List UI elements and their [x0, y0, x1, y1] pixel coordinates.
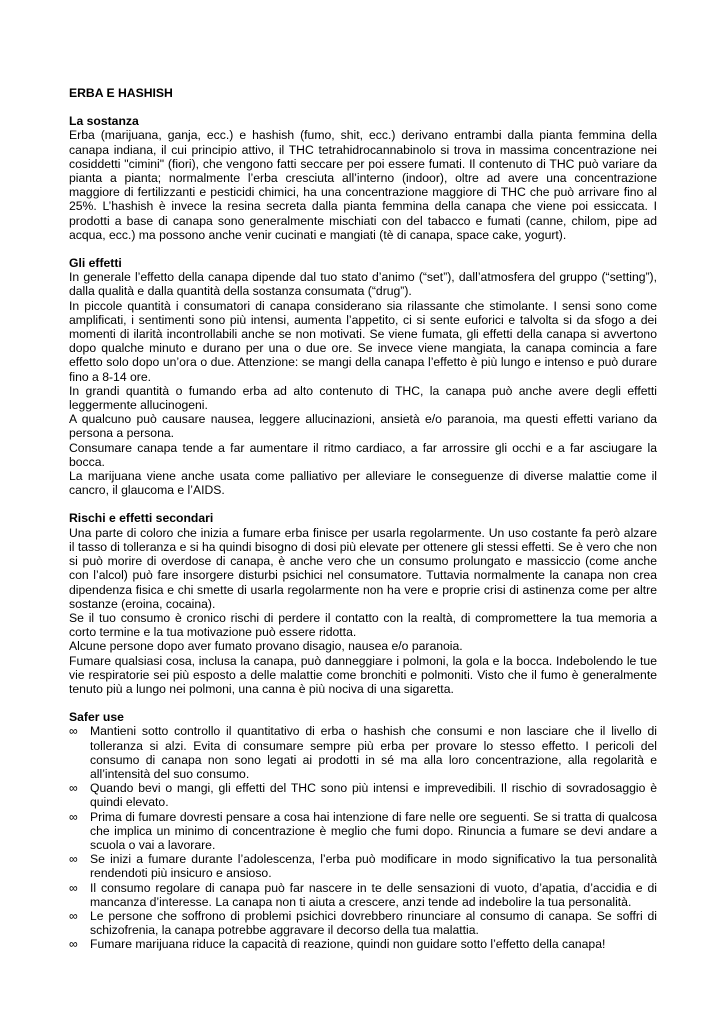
list-item [69, 909, 657, 937]
paragraph: Alcune persone dopo aver fumato provano disagio, nausea e/o paranoia. [69, 639, 463, 654]
list-item [69, 724, 657, 781]
list-item-text: Il consumo regolare di canapa può far nascere in te delle sensazioni di vuoto, d’apatia, d’accidia e di mancanza d’interesse. La canapa non ti aiuta a crescere, anzi tende ad indebolire la tua personalità. [90, 880, 657, 909]
paragraph: In grandi quantità o fumando erba ad alto contenuto di THC, la canapa può anche avere degli effetti leggermente allucinogeni. [69, 383, 657, 413]
list-item-text: Prima di fumare dovresti pensare a cosa hai intenzione di fare nelle ore seguenti. Se si tratta di qualcosa che implica un minimo di concentrazione è meglio che fumi dopo. Rinuncia a fumare se devi andare a scuola o vai a lavorare. [90, 809, 657, 852]
infinity-bullet-icon: ∞ [69, 809, 78, 824]
list-item [69, 781, 657, 809]
infinity-bullet-icon: ∞ [69, 852, 78, 867]
document-title: ERBA E HASHISH [69, 86, 173, 100]
paragraph: La marijuana viene anche usata come palliativo per alleviare le conseguenze di diverse malattie come il cancro, il glaucoma e l’AIDS. [69, 469, 657, 498]
paragraph: Fumare qualsiasi cosa, inclusa la canapa, può danneggiare i polmoni, la gola e la bocca. Indebolendo le tue vie respiratorie sei più esposto a delle malattie come bronchiti e polmoniti. Visto che il fumo è generalmente tenuto più a lungo nei polmoni, una canna è più nociva di una sigaretta. [69, 653, 657, 696]
list-item [69, 810, 657, 853]
paragraph: In generale l’effetto della canapa dipende dal tuo stato d’animo (“set”), dall’atmosfera del gruppo (“setting”), dalla qualità e dalla quantità della sostanza consumata (“drug”). [69, 270, 657, 299]
paragraph: Erba (marijuana, ganja, ecc.) e hashish (fumo, shit, ecc.) derivano entrambi dalla pianta femmina della canapa indiana, il cui principio attivo, il THC tetrahidrocannabinolo si trova in massima concentrazione nei cosiddetti "cimini" (fiori), che vengono fatti seccare per poi essere fumati. Il contenuto di THC può variare da pianta a pianta; normalmente l’erba cresciuta all’interno (indoor), oltre ad avere una concentrazione maggiore di fertilizzanti e pesticidi chimici, ha una concentrazione maggiore di THC che può arrivare fino al 25%. L’hashish è invece la resina secreta dalla pianta femmina della canapa che viene poi essiccata. I prodotti a base di canapa sono generalmente mischiati con del tabacco e fumati (canne, chilom, pipe ad acqua, ecc.) ma possono anche venir cucinati e mangiati (tè di canapa, space cake, yogurt). [69, 128, 657, 242]
infinity-bullet-icon: ∞ [69, 880, 78, 895]
section-heading: Gli effetti [69, 256, 122, 271]
paragraph: Una parte di coloro che inizia a fumare erba finisce per usarla regolarmente. Un uso costante fa però alzare il tasso di tolleranza e si ha quindi bisogno di dosi più elevate per ottenere gli stessi effetti. Se è vero che non si può morire di overdose di canapa, è anche vero che un consumo prolungato e massiccio (come anche con l’alcol) può fare insorgere disturbi psichici nel consumatore. Tuttavia normalmente la canapa non crea dipendenza fisica e chi smette di usarla regolarmente non ha vere e proprie crisi di astinenza come per altre sostanze (eroina, cocaina). [69, 525, 657, 611]
list-item-text: Se inizi a fumare durante l’adolescenza, l’erba può modificare in modo significativo la tua personalità rendendoti più insicuro e ansioso. [90, 852, 657, 881]
list-item [69, 937, 657, 951]
infinity-bullet-icon: ∞ [69, 781, 78, 796]
safer-use-list [69, 724, 657, 951]
paragraph: Se il tuo consumo è cronico rischi di perdere il contatto con la realtà, di compromettere la tua memoria a corto termine e la tua motivazione può essere ridotta. [69, 610, 657, 640]
list-item [69, 852, 657, 880]
list-item-text: Quando bevi o mangi, gli effetti del THC sono più intensi e imprevedibili. Il rischio di sovradosaggio è quindi elevato. [90, 781, 657, 810]
paragraph: In piccole quantità i consumatori di canapa considerano sia rilassante che stimolante. I sensi sono come amplificati, i sentimenti sono più intensi, aumenta l’appetito, ci si sente euforici e talvolta si da sfogo a dei momenti di ilarità incontrollabili anche se non motivati. Se viene fumata, gli effetti della canapa si avvertono dopo qualche minuto e durano per una o due ore. Se invece viene mangiata, la canapa comincia a fare effetto solo dopo un’ora o due. Attenzione: se mangi della canapa l’effetto è più lungo e intenso e può durare fino a 8-14 ore. [69, 298, 657, 384]
list-item-text: Mantieni sotto controllo il quantitativo di erba o hashish che consumi e non lasciare che il livello di tolleranza si alzi. Evita di consumare sempre più erba per provare lo stesso effetto. I pericoli del consumo di canapa non sono legati ai prodotti in sé ma alla loro concentrazione, alla regolarità e all’intensità del suo consumo. [90, 724, 657, 781]
paragraph: Consumare canapa tende a far aumentare il ritmo cardiaco, a far arrossire gli occhi e a far asciugare la bocca. [69, 440, 657, 469]
section-safer-use [69, 710, 657, 951]
section-heading: La sostanza [69, 114, 139, 129]
document-page [69, 86, 657, 966]
section-heading: Safer use [69, 710, 124, 725]
infinity-bullet-icon: ∞ [69, 937, 78, 952]
list-item-text: Fumare marijuana riduce la capacità di reazione, quindi non guidare sotto l’effetto della canapa! [90, 937, 606, 952]
section-heading: Rischi e effetti secondari [69, 511, 214, 526]
infinity-bullet-icon: ∞ [69, 908, 78, 923]
section-gli-effetti [69, 256, 657, 497]
section-rischi [69, 511, 657, 696]
list-item [69, 881, 657, 909]
list-item-text: Le persone che soffrono di problemi psichici dovrebbero rinunciare al consumo di canapa. Se soffri di schizofrenia, la canapa potrebbe aggravare il decorso della tua malattia. [90, 908, 657, 938]
paragraph: A qualcuno può causare nausea, leggere allucinazioni, ansietà e/o paranoia, ma questi effetti variano da persona a persona. [69, 412, 657, 441]
infinity-bullet-icon: ∞ [69, 724, 78, 739]
section-la-sostanza [69, 114, 657, 242]
